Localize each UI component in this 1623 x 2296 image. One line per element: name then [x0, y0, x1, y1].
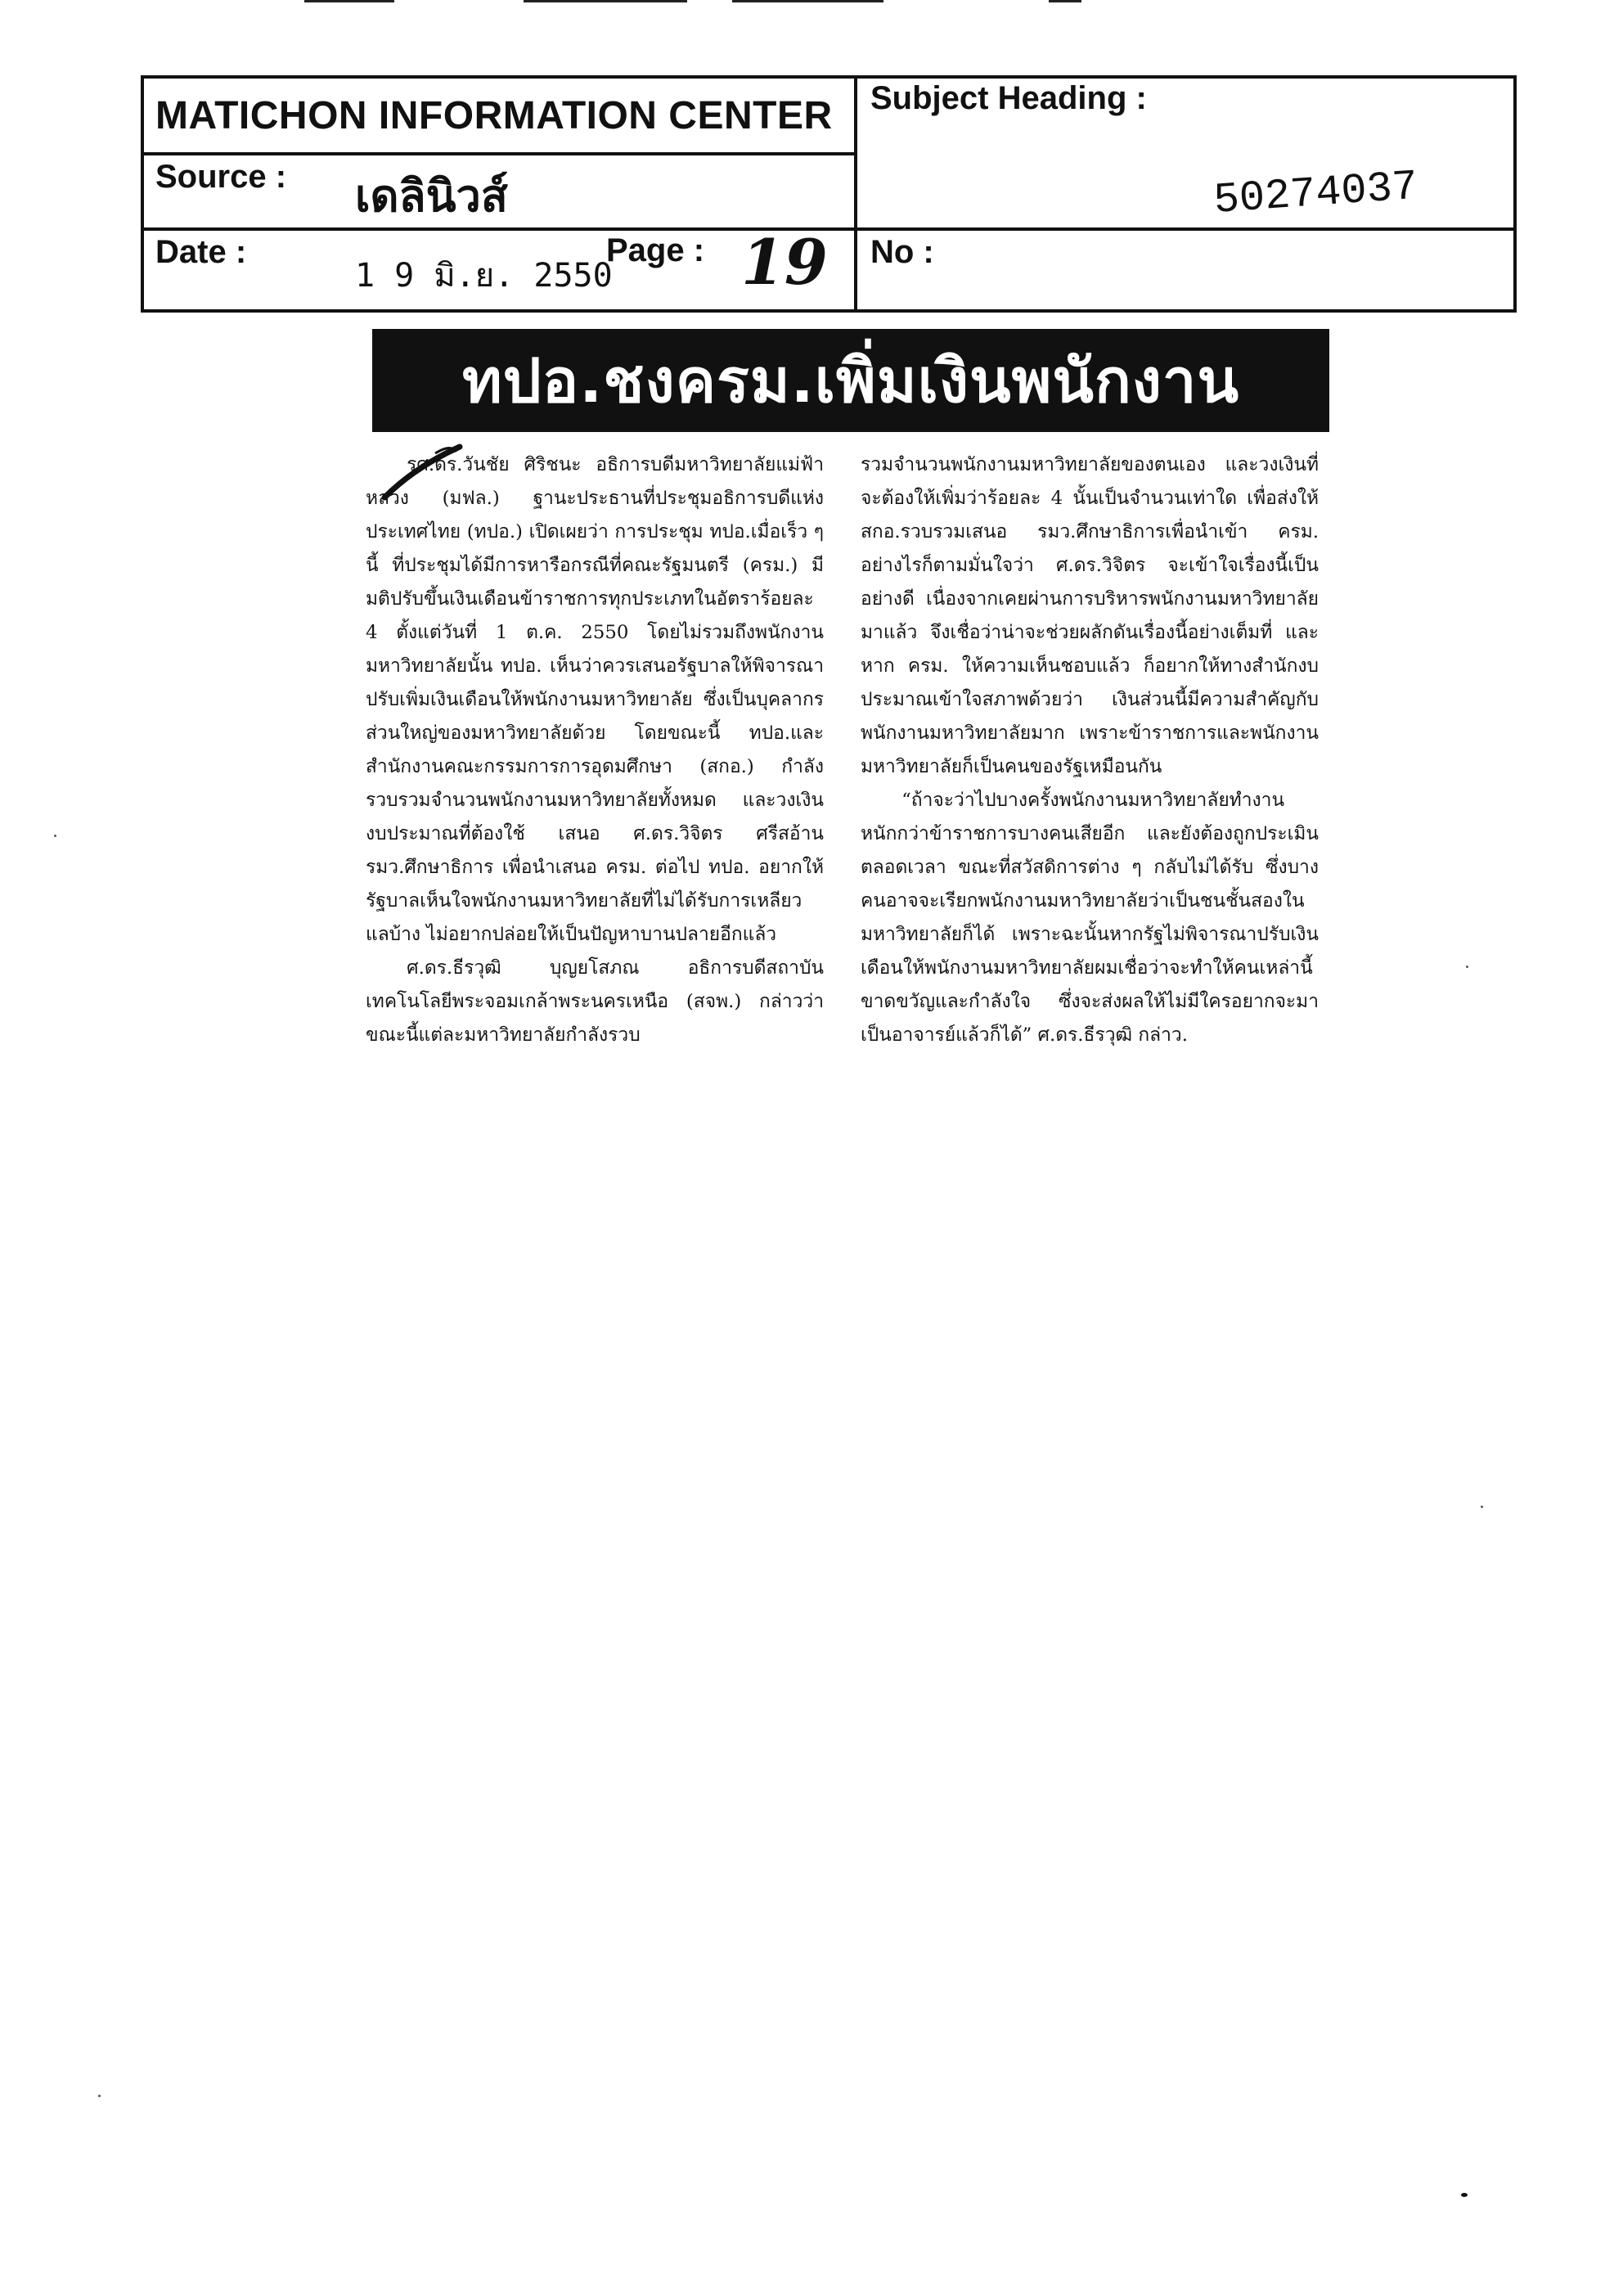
- header-vertical-divider: [854, 79, 857, 309]
- scan-speck: [1461, 2193, 1468, 2197]
- page-value: 19: [741, 226, 828, 299]
- header-divider-1: [144, 152, 856, 155]
- article-paragraph: ศ.ดร.ธีรวุฒิ บุญยโสภณ อธิการบดีสถาบันเทคโนโลยีพระจอมเกล้าพระนครเหนือ (สจพ.) กล่าวว่า ขณะนี้แต่ละมหาวิทยาลัยกำลังรวบ: [366, 957, 824, 1046]
- article-paragraph: รวมจำนวนพนักงานมหาวิทยาลัยของตนเอง และวงเงินที่จะต้องให้เพิ่มว่าร้อยละ 4 นั้นเป็นจำนวนเท่าใด เพื่อส่งให้ สกอ.รวบรวมเสนอ รมว.ศึกษาธิการเพื่อนำเข้า ครม. อย่างไรก็ตามมั่นใจว่า ศ.ดร.วิจิตร จะเข้าใจเรื่องนี้เป็นอย่างดี เนื่องจากเคยผ่านการบริหารพนักงานมหาวิทยาลัยมาแล้ว จึงเชื่อว่าน่าจะช่วยผลักดันเรื่องนี้อย่างเต็มที่ และหาก ครม. ให้ความเห็นชอบแล้ว ก็อยากให้ทางสำนักงบประมาณเข้าใจสภาพด้วยว่า เงินส่วนนี้มีความสำคัญกับพนักงานมหาวิทยาลัยมาก เพราะข้าราชการและพนักงานมหาวิทยาลัยก็เป็นคนของรัฐเหมือนกัน: [861, 454, 1319, 777]
- date-label: Date :: [155, 234, 247, 270]
- article-paragraph: “ถ้าจะว่าไปบางครั้งพนักงานมหาวิทยาลัยทำงานหนักกว่าข้าราชการบางคนเสียอีก และยังต้องถูกประเมินตลอดเวลา ขณะที่สวัสดิการต่าง ๆ กลับไม่ได้รับ ซึ่งบางคนอาจจะเรียกพนักงานมหาวิทยาลัยว่าเป็นชนชั้นสองในมหาวิทยาลัยก็ได้ เพราะฉะนั้นหากรัฐไม่พิจารณาปรับเงินเดือนให้พนักงานมหาวิทยาลัยผมเชื่อว่าจะทำให้คนเหล่านี้ขาดขวัญและกำลังใจ ซึ่งจะส่งผลให้ไม่มีใครอยากจะมาเป็นอาจารย์แล้วก็ได้” ศ.ดร.ธีรวุฒิ กล่าว.: [861, 790, 1319, 1046]
- accession-number: 50274037: [1212, 162, 1420, 225]
- scan-edge-marks: [0, 0, 1623, 8]
- scan-speck: [54, 835, 56, 837]
- page-label: Page :: [606, 232, 705, 268]
- center-name: MATICHON INFORMATION CENTER: [155, 94, 833, 137]
- scan-speck: [1481, 1506, 1483, 1508]
- clipping-header-box: [141, 75, 1517, 313]
- date-value: 1 9 มิ.ย. 2550: [355, 257, 613, 295]
- source-value: เดลินิวส์: [355, 169, 508, 222]
- article-headline: ทปอ.ชงครม.เพิ่มเงินพนักงาน: [372, 329, 1329, 432]
- subject-heading-label: Subject Heading :: [870, 80, 1147, 116]
- scan-speck: [1466, 966, 1468, 968]
- no-label: No :: [870, 234, 934, 270]
- source-label: Source :: [155, 159, 287, 195]
- header-divider-2: [144, 227, 1513, 231]
- article-right-column: [861, 448, 1319, 1052]
- article-left-column: [366, 448, 824, 1052]
- scan-speck: [98, 2095, 101, 2097]
- article-paragraph: รศ.ดร.วันชัย ศิริชนะ อธิการบดีมหาวิทยาลัยแม่ฟ้าหลวง (มฟล.) ฐานะประธานที่ประชุมอธิการบดีแห่งประเทศไทย (ทปอ.) เปิดเผยว่า การประชุม ทปอ.เมื่อเร็ว ๆ นี้ ที่ประชุมได้มีการหารือกรณีที่คณะรัฐมนตรี (ครม.) มีมติปรับขึ้นเงินเดือนข้าราชการทุกประเภทในอัตราร้อยละ 4 ตั้งแต่วันที่ 1 ต.ค. 2550 โดยไม่รวมถึงพนักงานมหาวิทยาลัยนั้น ทปอ. เห็นว่าควรเสนอรัฐบาลให้พิจารณาปรับเพิ่มเงินเดือนให้พนักงานมหาวิทยาลัย ซึ่งเป็นบุคลากรส่วนใหญ่ของมหาวิทยาลัยด้วย โดยขณะนี้ ทปอ.และสำนักงานคณะกรรมการการอุดมศึกษา (สกอ.) กำลังรวบรวมจำนวนพนักงานมหาวิทยาลัยทั้งหมด และวงเงินงบประมาณที่ต้องใช้ เสนอ ศ.ดร.วิจิตร ศรีสอ้าน รมว.ศึกษาธิการ เพื่อนำเสนอ ครม. ต่อไป ทปอ. อยากให้รัฐบาลเห็นใจพนักงานมหาวิทยาลัยที่ไม่ได้รับการเหลียวแลบ้าง ไม่อยากปล่อยให้เป็นปัญหาบานปลายอีกแล้ว: [366, 454, 824, 945]
